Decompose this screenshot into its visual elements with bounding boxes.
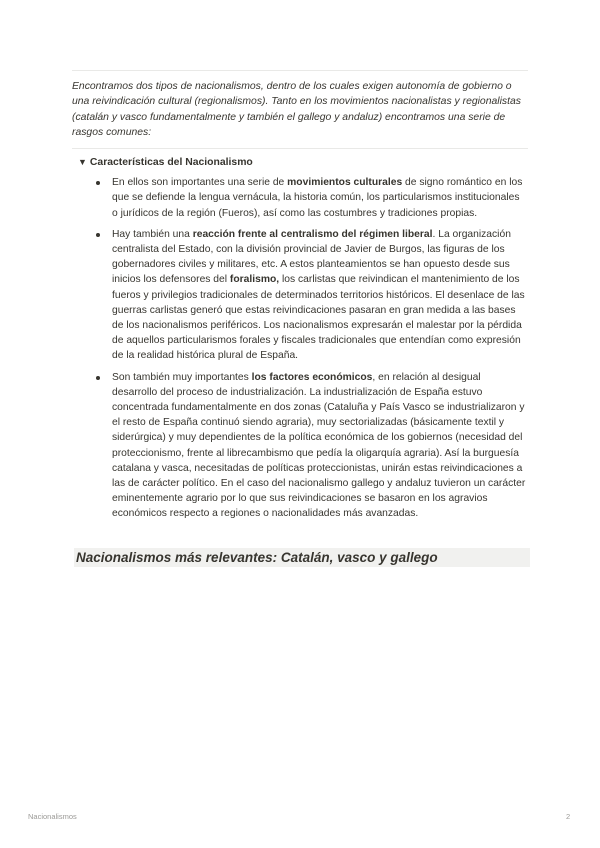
bullet-icon — [96, 233, 100, 237]
section-heading: Nacionalismos más relevantes: Catalán, vasco y gallego — [74, 548, 530, 567]
bullet-icon — [96, 181, 100, 185]
divider — [72, 70, 528, 71]
divider — [72, 148, 528, 149]
list-item — [112, 227, 528, 364]
text: En ellos son importantes una serie de — [112, 177, 288, 189]
text: Hay también una — [112, 228, 193, 240]
text: , en relación al desigual desarrollo del proceso de industrialización. La industrialización de España estuvo concentrada fundamentalmente en dos zonas (Cataluña y País Vasco se industrializaron y el resto de España continuó siendo agraria), muy sectorializadas (básicamente textil y siderúrgica) y muy dependientes de la política económica de los gobiernos (necesidad del proteccionismo, frente al librecambismo que pedía la oligarquía agraria). Así la burguesía catalana y vasca, necesitadas de políticas proteccionistas, unirán estas reivindicaciones a las de carácter político. En el caso del nacionalismo gallego y andaluz tuvieron un carácter eminentemente agrario por lo que sus reivindicaciones se basaron en los agravios económicos respecto a regiones o nacionalidades más avanzadas. — [112, 371, 526, 520]
list-item — [112, 370, 528, 522]
intro-paragraph: Encontramos dos tipos de nacionalismos, dentro de los cuales exigen autonomía de gobierno o una reivindicación cultural (regionalismos). Tanto en los movimientos nacionalistas y regionalistas (catalán y vasco fundamentalmente y también el gallego y andaluz) encontramos una serie de rasgos comunes: — [72, 81, 521, 138]
bold-text: reacción frente al centralismo del régimen liberal — [192, 228, 433, 240]
text: de signo romántico en los que se defiende la lengua vernácula, la historia común, los particularismos institucionales o jurídicos de la región (Fueros), así como las costumbres y tradiciones propias. — [112, 177, 523, 219]
toggle-title: Características del Nacionalismo — [89, 157, 253, 169]
list-item — [112, 175, 528, 221]
triangle-down-icon[interactable]: ▼ — [78, 157, 87, 168]
page-number: 2 — [566, 812, 571, 821]
bold-text: movimientos culturales — [287, 177, 403, 189]
bullet-icon — [96, 376, 100, 380]
text: los carlistas que reivindican el mantenimiento de los fueros y privilegios tradicionales de determinados territorios históricos. El desenlace de las guerras carlistas generó que estas reivindicaciones pasaran en gran medida a las bases de los nacionalismos periféricos. Los nacionalismos expresarán el malestar por la pérdida de aquellos particularismos forales y fiscales tradicionales que entendían como expresión de la realidad histórica plural de España. — [112, 274, 525, 362]
text: Son también muy importantes — [112, 371, 252, 383]
text: . La organización centralista del Estado, con la división provincial de Javier de Burgos, las figuras de los gobernadores civiles y militares, etc. A estos planteamientos se han opuesto desde sus inicios los defensores del — [112, 228, 511, 286]
bold-text: foralismo, — [229, 274, 280, 286]
bold-text: los factores económicos — [251, 371, 373, 383]
page-content — [72, 70, 528, 567]
footer-title: Nacionalismos — [28, 812, 77, 821]
toggle-characteristics[interactable] — [78, 155, 528, 170]
bullet-list — [72, 175, 528, 521]
